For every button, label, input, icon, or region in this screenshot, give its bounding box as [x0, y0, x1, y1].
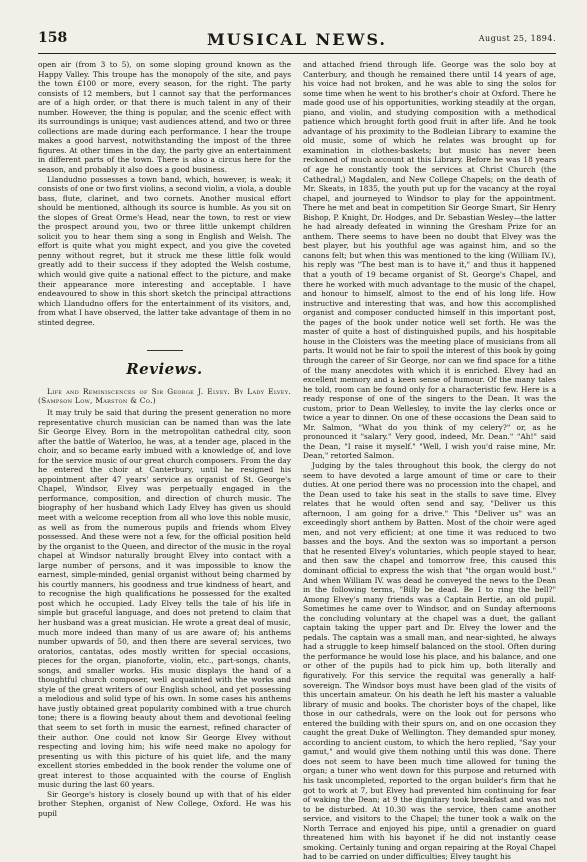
review-book-title: Life and Reminiscences of Sir George J. Elvey. By Lady Elvey. (Sampson Low, Marston & Co.) — [38, 386, 291, 406]
paragraph: Judging by the tales throughout this book, the clergy do not seem to have devoted a large amount of time or care to their duties. At one period there was no procession into the chapel, and the Dean used to take his seat in the stalls to save time. Elvey relates that he would often send and say, "Deliver us this afternoon, I am going for a drive." This "Deliver us" was an exceedingly short anthem by Batten. Most of the choir were aged men, and not very efficient; at one time it was reduced to two basses and the boys. And the sexton was so important a person that he resented Elvey's voluntaries, which people stayed to hear, and then saw the chapel and tomorrow free, this caused this dominant official to express the wish that "the organ would bust." And when William IV. was dead he conveyed the news to the Dean in the following terms, "Billy be dead. Be I to ring the bell?" Among Elvey's many friends was a Captain Bertie, an old pupil. Sometimes he came over to Windsor, and on Sunday afternoons the concluding voluntary at the chapel was a duet, the gallant captain taking the upper part and Dr. Elvey the lower and the pedals. The captain was a small man, and near-sighted, he always had a struggle to keep himself balanced on the stool. Often during the performance he would lose his place, and his balance, and one or other of the pupils had to pick him up, both literally and figuratively. For this service the requital was generally a half-sovereign. The Windsor boys must have been glad of the visits of this uncertain amateur. On his death he left his master a valuable library of music and books. The chorister boys of the chapel, like those in our cathedrals, were on the look out for persons who entered the building with their spurs on, and on one occasion they caught the great Duke of Wellington. They demanded spur money, according to ancient custom, to which the hero replied, "Say your gamut," and would give them nothing until this was done. There does not seem to have been much time allowed for tuning the organ; a tuner who went down for this purpose and returned with his task uncompleted, reported to the organ builder's firm that he got to work at 7, but Elvey had prevented him continuing for fear of waking the Dean; at 9 the dignitary took breakfast and was not to be disturbed. At 10.30 was the service, then came another service, and visitors to the Chapel; the tuner took a walk on the North Terrace and enjoyed his pipe, until a grenadier on guard threatened him with his bayonet if he did not instantly cease smoking. Certainly tuning and organ repairing at the Royal Chapel had to be carried on under difficulties; Elvey taught his — [303, 460, 556, 862]
paragraph: Llandudno possesses a town band, which, however, is weak; it consists of one or two first violins, a second violin, a viola, a double bass, flute, clarinet, and two cornets. Another musical effort should be mentioned, although its source is humble. As you sit on the slopes of Great Orme's Head, near the town, to rest or view the prospect around you, two or three little unkempt children solicit you to hear them sing a song in English and Welsh. The effort is quite what you might expect, and you give the coveted penny without regret, but it struck me these little folk would greatly add to their success if they adopted the Welsh costume, which would give quite a national effect to the picture, and make their appearance more interesting and acceptable. I have endeavoured to show in this short sketch the principal attractions which Llandudno offers for the entertainment of its visitors, and, from what I have observed, the latter take advantage of them in no stinted degree. — [38, 174, 291, 327]
section-heading: Reviews. — [126, 360, 203, 379]
page-number: 158 — [38, 30, 68, 46]
paragraph: Sir George's history is closely bound up with that of his elder brother Stephen, organist of New College, Oxford. He was his pupil — [38, 789, 291, 818]
running-header — [38, 30, 556, 48]
paragraph: and attached friend through life. George was the solo boy at Canterbury, and though he remained there until 14 years of age, his voice had not broken, and he was able to sing the solos for some time when he went to his brother's choir at Oxford. There he made good use of his opportunities, working steadily at the organ, piano, and violin, and studying composition with a methodical patience which brought forth good fruit in after life. And he took advantage of his proximity to the Bodleian Library to examine the old music, some of which he relates was brought up for examination in clothes-baskets; but music has never been reckoned of much account at this Library. Before he was 18 years of age he constantly took the services at Christ Church (the Cathedral,) Magdalen, and New College Chapels; on the death of Mr. Skeats, in 1835, the youth put up for the vacancy at the royal chapel, and journeyed to Windsor to play for the appointment. There he met and beat in competition Sir George Smart, Sir Henry Bishop, P. Knight, Dr. Hodges, and Dr. Sebastian Wesley—the latter he had already defeated in winning the Gresham Prize for an anthem. There seems to have been no doubt that Elvey was the best player, but his youthful age was against him, and so the canons felt; but when this was mentioned to the king (William IV.), his reply was "The best man is to have it," and thus it happened that a youth of 19 became organist of St. George's Chapel, and there he worked with much advantage to the music of the chapel, and honour to himself, almost to the end of his long life. How instructive and interesting that was, and how this accomplished organist and composer conducted himself in this important post, the pages of the book under notice well set forth. He was the master of quite a host of distinguished pupils, and his hospitable house in the Cloisters was the meeting place of musicians from all parts. It would not be fair to spoil the interest of this book by going through the career of Sir George, nor can we find space for a tithe of the many anecdotes with which it is enriched. Elvey had an excellent memory and a keen sense of humour. Of the many tales he told, room can be found only for a characteristic few. Here is a ready response of one of the singers to the Dean. It was the custom, prior to Dean Wellesley, to invite the lay clerks once or twice a year to dinner. On one of these occasions the Dean said to Mr. Salmon, "What do you think of my celery?" or, as he pronounced it "salary." Very good, indeed, Mr. Dean." "Ah!" said the Dean, "I raise it myself." "Well, I wish you'd raise mine, Mr. Dean," retorted Salmon. — [303, 60, 556, 461]
paragraph: It may truly be said that during the present generation no more representative church musician can be named than was the late Sir George Elvey. Born in the metropolitan cathedral city, soon after the battle of Waterloo, he was, at a tender age, placed in the choir, and so became early imbued with a knowledge of, and love for the service music of our great church composers. From the day he entered the choir at Canterbury, until he resigned his appointment after 47 years' service as organist of St. George's Chapel, Windsor, Elvey was perpetually engaged in the performance, composition, and direction of church music. The biography of her husband which Lady Elvey has given us should meet with a welcome reception from all who love this noble music, as well as from the numerous pupils and friends whom Elvey possessed. And these were not a few, for the official position held by the organist to the Queen, and director of the music in the royal chapel at Windsor naturally brought Elvey into contact with a large number of persons, and it was impossible to know the earnest, simple-minded, genial organist without being charmed by his courtly manners, his goodness and true kindness of heart, and to recognise the high qualifications he possessed for the exalted post which he occupied. Lady Elvey tells the tale of his life in simple but graceful language, and does not pretend to claim that her husband was a great musician. He wrote a great deal of music, much more indeed than many of us are aware of; his anthems number upwards of 50, and then there are several services, two oratorios, cantatas, odes mostly written for special occasions, pieces for the organ, pianoforte, violin, etc., part-songs, chants, songs, and smaller works. His music displays the hand of a thoughtful church composer, well acquainted with the works and style of the great writers of our English school, and yet possessing a melodious and solid type of his own. In some cases his anthems have justly obtained great popularity combined with a true church tone; there is a flowing beauty about them and devotional feeling that seem to set forth in music the earnest, refined character of their author. One could not know Sir George Elvey without respecting and loving him; his wife need make no apology for presenting us with this picture of his quiet life, and the many excellent stories embedded in the book render the volume one of great interest to those acquainted with the course of English music during the last 60 years. — [38, 407, 291, 790]
journal-title: MUSICAL NEWS. — [206, 30, 387, 49]
section-divider — [38, 345, 291, 355]
paragraph: open air (from 3 to 5), on some sloping ground known as the Happy Valley. This troupe has the monopoly of the site, and pays the town £100 or more, every season, for the right. The party consists of 12 members, but I cannot say that the performances are of a high order, or that there is much talent in any of their number. However, the thing is popular, and the scenic effect with its surroundings is unique; vast audiences attend, and two or three collections are made during each performance. I hear the troupe makes a good harvest, notwithstanding the impost of the three figures. At other times in the day, the party give an entertainment in different parts of the town. There is also a circus here for the season, and probably it also does a good business. — [38, 60, 291, 175]
header-rule — [38, 53, 556, 54]
issue-date: August 25, 1894. — [478, 34, 556, 43]
left-column — [38, 60, 291, 818]
right-column — [303, 60, 556, 862]
text-columns — [38, 60, 556, 862]
